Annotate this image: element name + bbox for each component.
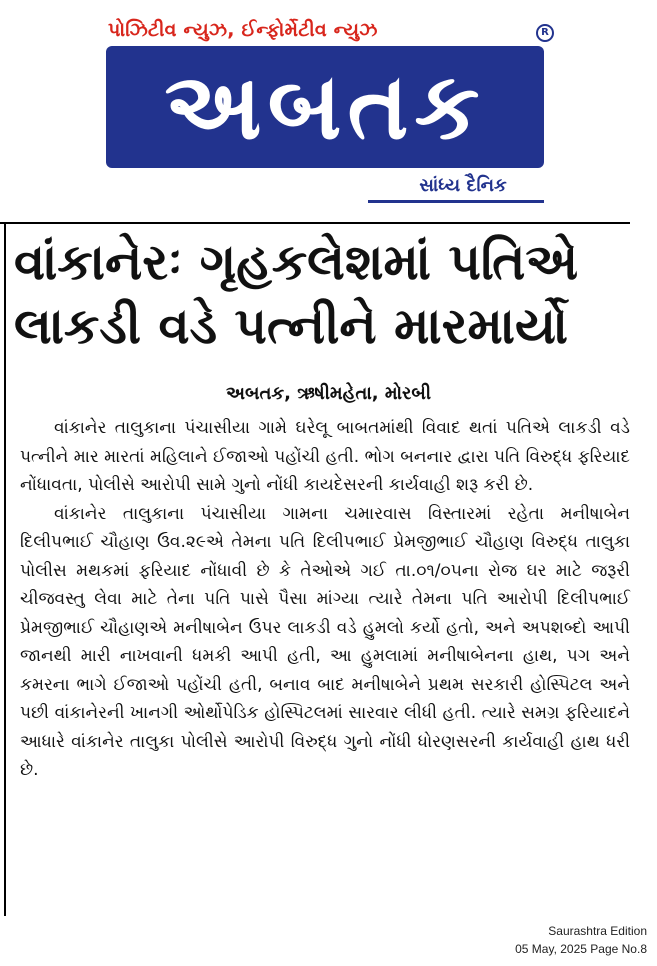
article-paragraph: વાંકાનેર તાલુકાના પંચાસીયા ગામે ઘરેલૂ બાબતમાંથી વિવાદ થતાં પતિએ લાકડી વડે પત્નીને માર મારતાં મહિલાને ઈજાઓ પહોંચી હતી. ભોગ બનનાર દ્વારા પતિ વિરુદ્ધ ફરિયાદ નોંધાવતા, પોલીસે આરોપી સામે ગુનો નોંધી કાયદેસરની કાર્યવાહી શરૂ કરી છે.	[20, 418, 630, 495]
article-top-border	[0, 222, 630, 224]
article-headline	[14, 230, 628, 358]
headline-line-1: વાંકાનેરઃ ગૃહકલેશમાં પતિએ	[14, 233, 579, 291]
article-paragraph: વાંકાનેર તાલુકાના પંચાસીયા ગામના ચમારવાસ વિસ્તારમાં રહેતા મનીષાબેન દિલીપભાઈ ચૌહાણ ઉવ.૨૯એ તેમના પતિ દિલીપભાઈ પ્રેમજીભાઈ ચૌહાણ વિરુદ્ધ તાલુકા પોલીસ મથકમાં ફરિયાદ નોંધાવી છે કે તેઓએ ગઈ તા.૦૧/૦૫ના રોજ ઘર માટે જરૂરી ચીજવસ્તુ લેવા માટે તેના પતિ પાસે પૈસા માંગ્યા ત્યારે તેમના પતિ આરોપી દિલીપભાઈ પ્રેમજીભાઈ ચૌહાણએ મનીષાબેન ઉપર લાકડી વડે હુમલો કર્યો હતો, અને અપશબ્દો આપી જાનથી મારી નાખવાની ધમકી આપી હતી, આ હુમલામાં મનીષાબેનના હાથ, પગ અને કમરના ભાગે ઈજાઓ પહોંચી હતી, બનાવ બાદ મનીષાબેને પ્રથમ સરકારી હોસ્પિટલ અને પછી વાંકાનેરની ખાનગી ઓર્થોપેડિક હોસ્પિટલમાં સારવાર લીધી હતી. ત્યારે સમગ્ર ફરિયાદને આધારે વાંકાનેર તાલુકા પોલીસે આરોપી વિરુદ્ધ ગુનો નોંધી ધોરણસરની કાર્યવાહી હાથ ધરી છે.	[20, 503, 630, 780]
masthead-tagline: પોઝિટીવ ન્યુઝ, ઈન્ફોર્મેટીવ ન્યુઝ	[108, 19, 378, 41]
article-body	[20, 414, 630, 785]
article-byline: અબતક, ઋષીમહેતા, મોરબી	[226, 383, 431, 404]
page-footer	[515, 922, 647, 958]
registered-mark-icon: R	[536, 24, 554, 42]
date-page-label: 05 May, 2025 Page No.8	[515, 942, 647, 956]
subtitle-underline	[368, 200, 544, 203]
masthead	[0, 0, 657, 215]
masthead-subtitle: સાંધ્ય દૈનિક	[419, 175, 507, 196]
headline-line-2: લાકડી વડે પત્નીને મારમાર્યો	[14, 297, 568, 355]
edition-label: Saurashtra Edition	[548, 924, 647, 938]
article-left-border	[4, 224, 6, 916]
newspaper-logo: અબતક	[106, 46, 544, 168]
